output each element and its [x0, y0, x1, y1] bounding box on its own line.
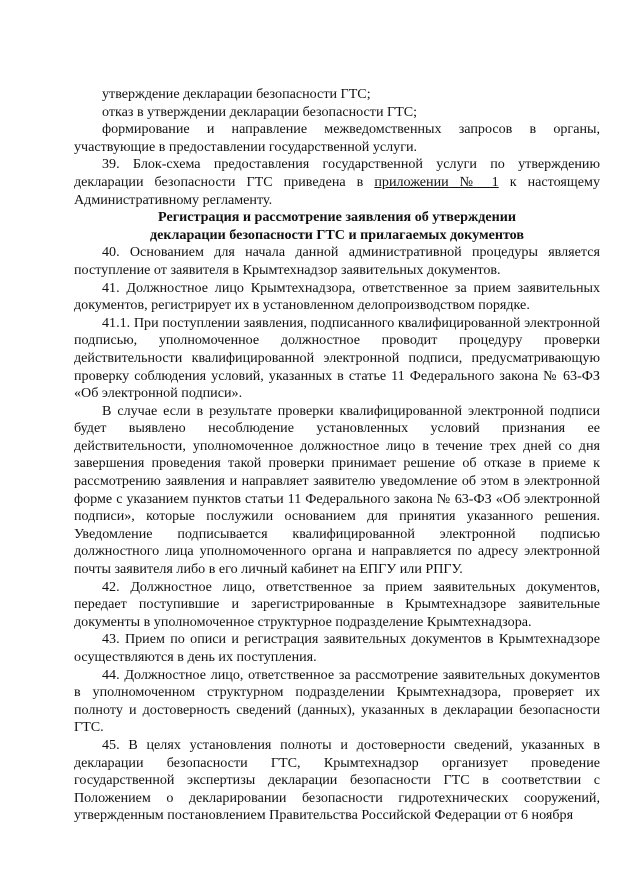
paragraph-39: [74, 156, 600, 209]
paragraph-39-text: 39. Блок-схема предоставления государственной услуги по утверждению декларации безопасности ГТС приведена в: [74, 156, 600, 190]
section-heading-line: декларации безопасности ГТС и прилагаемых документов: [150, 226, 524, 243]
paragraph-40: 40. Основанием для начала данной административной процедуры является поступление от заявителя в Крымтехнадзор заявительных документов.: [74, 244, 600, 278]
list-item: отказ в утверждении декларации безопасности ГТС;: [102, 103, 418, 120]
paragraph-42: 42. Должностное лицо, ответственное за прием заявительных документов, передает поступившие и зарегистрированные в Крымтехнадзоре заявительные документы в уполномоченное структурное подразделение Крымтехнадзора.: [74, 578, 600, 630]
paragraph-41: 41. Должностное лицо Крымтехнадзора, ответственное за прием заявительных документов, регистрирует их в установленном делопроизводством порядке.: [74, 279, 600, 314]
paragraph-41-1-cont: В случае если в результате проверки квалифицированной электронной подписи будет выявлено несоблюдение установленных условий признания ее действительности, уполномоченное должностное лицо в течение трех дней со дня завершения проведения такой проверки принимает решение об отказе в приеме к рассмотрению заявления и направляет заявителю уведомление об этом в электронной форме с указанием пунктов статьи 11 Федерального закона № 63-ФЗ «Об электронной подписи», которые послужили основанием для принятия указанного решения. Уведомление подписывается квалифицированной электронной подписью должностного лица уполномоченного органа и направляется по адресу электронной почты заявителя либо в его личный кабинет на ЕПГУ или РПГУ.: [74, 402, 600, 578]
paragraph-41-1: 41.1. При поступлении заявления, подписанного квалифицированной электронной подписью, уполномоченное должностное проводит процедуру проверки действительности квалифицированной электронной подписи, предусматривающую проверку соблюдения условий, указанных в статье 11 Федерального закона № 63-ФЗ «Об электронной подписи».: [74, 314, 600, 402]
paragraph-43: 43. Прием по описи и регистрация заявительных документов в Крымтехнадзоре осуществляются в день их поступления.: [74, 631, 600, 665]
paragraph-45: 45. В целях установления полноты и достоверности сведений, указанных в декларации безопасности ГТС, Крымтехнадзор организует проведение государственной экспертизы декларации безопасности ГТС в соответствии с Положением о декларировании безопасности гидротехнических сооружений, утвержденным постановлением Правительства Российской Федерации от 6 ноября: [74, 736, 600, 824]
section-heading: [74, 209, 600, 244]
paragraph-44: 44. Должностное лицо, ответственное за рассмотрение заявительных документов в уполномоченном структурном подразделении Крымтехнадзора, проверяет их полноту и достоверность сведений (данных), указанных в декларации безопасности ГТС.: [74, 666, 600, 736]
paragraph-39-tail: к настоящему Административному регламенту.: [74, 173, 600, 208]
list-item: утверждение декларации безопасности ГТС;: [102, 86, 371, 102]
section-heading-line: Регистрация и рассмотрение заявления об утверждении: [158, 209, 516, 226]
document-body: [74, 86, 600, 825]
appendix-link[interactable]: приложении № 1: [374, 173, 499, 190]
list-item: формирование и направление межведомственных запросов в органы, участвующие в предоставлении государственной услуги.: [74, 121, 600, 155]
